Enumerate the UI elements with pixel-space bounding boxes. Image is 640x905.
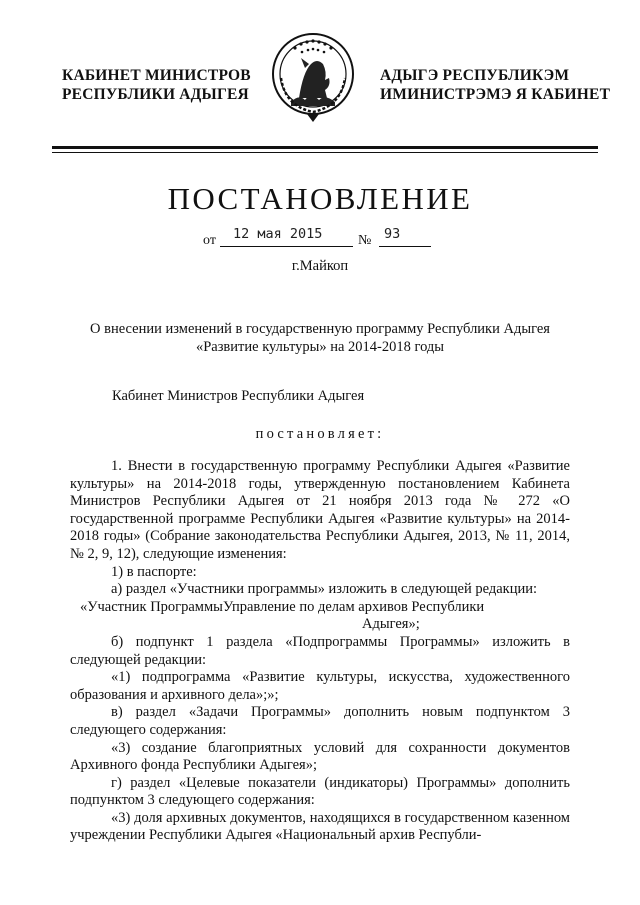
body-paragraph: а) раздел «Участники программы» изложить в следующей редакции:: [111, 581, 538, 598]
date-prefix: от: [203, 233, 216, 248]
body-paragraph: б) подпункт 1 раздела «Подпрограммы Программы» изложить в следующей редакции:: [70, 633, 570, 668]
number-underline: [379, 246, 431, 247]
body-paragraph: «1) подпрограмма «Развитие культуры, искусства, художественного образования и архивного дела»;»;: [70, 669, 570, 703]
number-prefix: №: [358, 233, 372, 248]
adygea-coat-of-arms-icon: [271, 28, 355, 124]
document-number: 93: [384, 226, 401, 242]
body-paragraph: 1) в паспорте:: [111, 563, 197, 580]
issuing-body: Кабинет Министров Республики Адыгея: [112, 388, 365, 404]
body-paragraph: «3) доля архивных документов, находящихся в государственном казенном учреждении Республики Адыгея «Национальный архив Республи-: [70, 809, 570, 844]
document-city: г.Майкоп: [291, 258, 349, 274]
issuer-header-line: РЕСПУБЛИКИ АДЫГЕЯ: [62, 86, 249, 103]
subject-line: «Развитие культуры» на 2014-2018 годы: [195, 339, 445, 355]
date-underline: [220, 246, 353, 247]
document-body: [70, 458, 570, 845]
document-title: ПОСТАНОВЛЕНИЕ: [167, 181, 473, 216]
body-paragraph: в) раздел «Задачи Программы» дополнить новым подпунктом 3 следующего содержания:: [70, 704, 570, 738]
header-divider-thin: [52, 152, 598, 153]
document-date: 12 мая 2015: [233, 226, 323, 242]
date-number-line: [203, 226, 443, 246]
participant-label: «Участник Программы: [80, 598, 223, 615]
issuer-header-line: ИМИНИСТРЭМЭ Я КАБИНЕТ: [380, 86, 611, 103]
issuer-header-adyghe: [380, 66, 610, 104]
participant-value: Управление по делам архивов Республики: [223, 598, 485, 615]
body-paragraph: 1. Внести в государственную программу Республики Адыгея «Развитие культуры» на 2014-2018 годы, утвержденную постановлением Кабинета Министров Республики Адыгея от 21 ноября 2013 года № 272 «О государственной программе Республики Адыгея «Развитие культуры» на 2014-2018 годы» (Собрание законодательства Республики Адыгея, 2013, № 11, 2014, № 2, 9, 12), следующие изменения:: [70, 458, 570, 562]
participant-row: [70, 599, 570, 617]
issuer-header-russian: [62, 66, 251, 104]
document-subject: [70, 320, 570, 356]
participant-value-continued: Адыгея»;: [362, 616, 420, 633]
header-divider-thick: [52, 146, 598, 149]
body-paragraph: г) раздел «Целевые показатели (индикаторы) Программы» дополнить подпунктом 3 следующего содержания:: [70, 774, 570, 809]
issuer-header-line: АДЫГЭ РЕСПУБЛИКЭМ: [380, 67, 570, 84]
subject-line: О внесении изменений в государственную программу Республики Адыгея: [90, 321, 550, 337]
issuer-header-line: КАБИНЕТ МИНИСТРОВ: [62, 67, 251, 84]
body-paragraph: «3) создание благоприятных условий для сохранности документов Архивного фонда Республики Адыгея»;: [70, 739, 570, 774]
resolves-word: постановляет:: [255, 426, 385, 442]
